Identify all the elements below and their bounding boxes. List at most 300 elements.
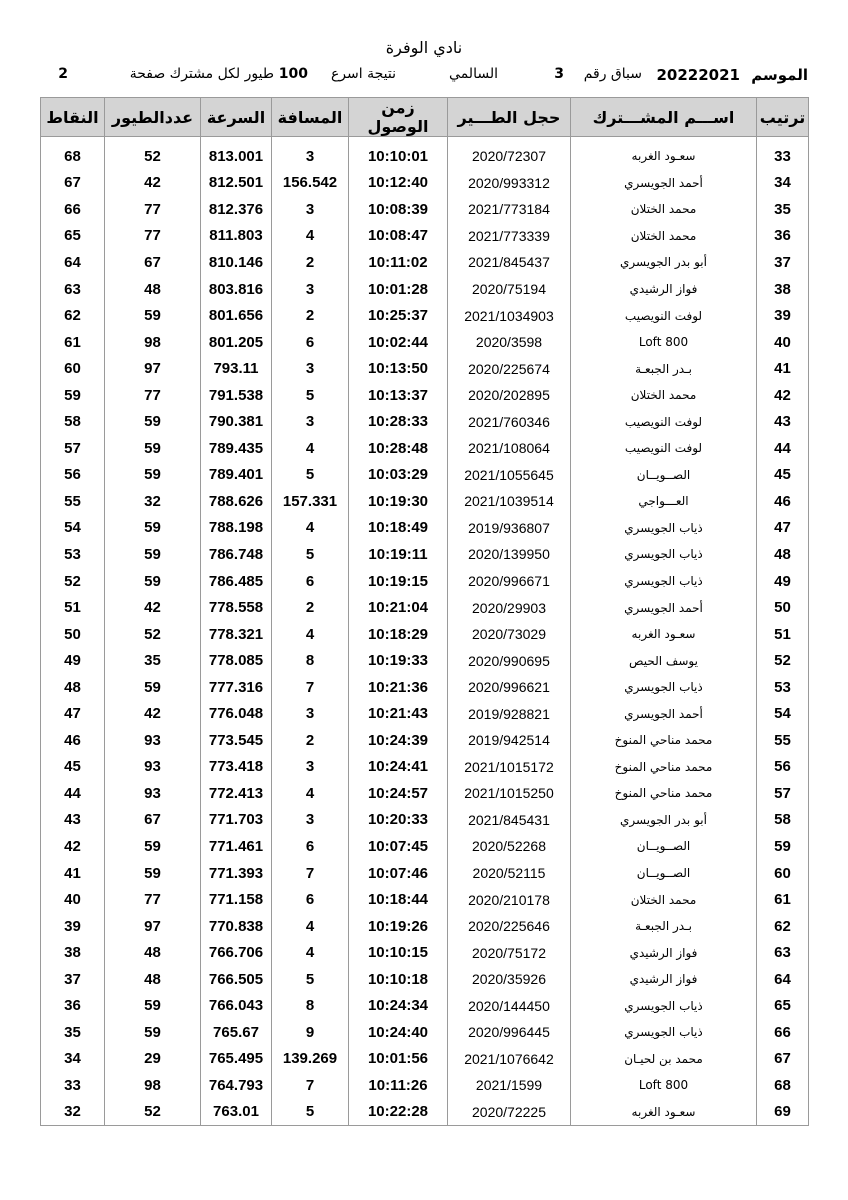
- entrant-name-cell: Loft 800: [571, 329, 757, 356]
- bird-count-cell: 97: [105, 355, 201, 382]
- ring-number-cell: 2019/942514: [448, 727, 571, 754]
- club-title: نادي الوفرة: [385, 38, 463, 57]
- bird-count-cell: 59: [105, 568, 201, 595]
- distance-cell: 2: [272, 594, 349, 621]
- entrant-name-cell: محمد الختلان: [571, 382, 757, 409]
- ring-number-cell: 2020/993312: [448, 170, 571, 197]
- points-cell: 39: [41, 913, 105, 940]
- ring-number-cell: 2020/75194: [448, 276, 571, 303]
- col-header-speed: السرعة: [201, 98, 272, 137]
- table-row: [41, 355, 809, 382]
- distance-cell: 8: [272, 993, 349, 1020]
- rank-cell: 40: [757, 329, 809, 356]
- rank-cell: 44: [757, 435, 809, 462]
- bird-count-cell: 93: [105, 727, 201, 754]
- rank-cell: 45: [757, 462, 809, 489]
- points-cell: 43: [41, 807, 105, 834]
- points-cell: 37: [41, 966, 105, 993]
- distance-cell: 157.331: [272, 488, 349, 515]
- arrival-time-cell: 10:07:45: [349, 833, 448, 860]
- points-cell: 59: [41, 382, 105, 409]
- speed-cell: 791.538: [201, 382, 272, 409]
- arrival-time-cell: 10:24:40: [349, 1019, 448, 1046]
- speed-cell: 789.401: [201, 462, 272, 489]
- table-row: [41, 1046, 809, 1073]
- points-cell: 55: [41, 488, 105, 515]
- rank-cell: 49: [757, 568, 809, 595]
- rank-cell: 68: [757, 1072, 809, 1099]
- points-cell: 48: [41, 674, 105, 701]
- bird-count-cell: 67: [105, 249, 201, 276]
- bird-count-cell: 59: [105, 860, 201, 887]
- distance-cell: 4: [272, 621, 349, 648]
- speed-cell: 766.505: [201, 966, 272, 993]
- entrant-name-cell: سعـود الغربه: [571, 621, 757, 648]
- entrant-name-cell: سعـود الغربه: [571, 143, 757, 170]
- speed-cell: 778.085: [201, 647, 272, 674]
- distance-cell: 8: [272, 647, 349, 674]
- distance-cell: 2: [272, 727, 349, 754]
- table-row: [41, 807, 809, 834]
- entrant-name-cell: ذياب الجويسري: [571, 1019, 757, 1046]
- arrival-time-cell: 10:22:28: [349, 1099, 448, 1126]
- ring-number-cell: 2020/202895: [448, 382, 571, 409]
- speed-cell: 786.485: [201, 568, 272, 595]
- distance-cell: 3: [272, 754, 349, 781]
- table-row: [41, 382, 809, 409]
- distance-cell: 6: [272, 886, 349, 913]
- arrival-time-cell: 10:13:50: [349, 355, 448, 382]
- rank-cell: 69: [757, 1099, 809, 1126]
- table-row: [41, 541, 809, 568]
- arrival-time-cell: 10:18:29: [349, 621, 448, 648]
- table-row: [41, 939, 809, 966]
- ring-number-cell: 2021/773339: [448, 223, 571, 250]
- bird-count-cell: 35: [105, 647, 201, 674]
- rank-cell: 46: [757, 488, 809, 515]
- col-header-entrant: اســـم المشـــترك: [571, 98, 757, 137]
- distance-cell: 5: [272, 966, 349, 993]
- season-value: 20222021: [656, 66, 740, 84]
- bird-count-cell: 29: [105, 1046, 201, 1073]
- race-label: سباق رقم: [583, 66, 642, 82]
- entrant-name-cell: العـــواجي: [571, 488, 757, 515]
- entrant-name-cell: يوسف الحيص: [571, 647, 757, 674]
- entrant-name-cell: محمد الختلان: [571, 196, 757, 223]
- entrant-name-cell: أحمد الجويسري: [571, 700, 757, 727]
- entrant-name-cell: أبو بدر الجويسري: [571, 807, 757, 834]
- location: السالمي: [449, 66, 498, 82]
- points-cell: 68: [41, 143, 105, 170]
- points-cell: 45: [41, 754, 105, 781]
- speed-cell: 790.381: [201, 408, 272, 435]
- speed-cell: 771.158: [201, 886, 272, 913]
- entrant-name-cell: فواز الرشيدي: [571, 276, 757, 303]
- ring-number-cell: 2020/210178: [448, 886, 571, 913]
- points-cell: 63: [41, 276, 105, 303]
- table-row: [41, 435, 809, 462]
- entrant-name-cell: ذياب الجويسري: [571, 515, 757, 542]
- ring-number-cell: 2020/72225: [448, 1099, 571, 1126]
- bird-count-cell: 98: [105, 329, 201, 356]
- result-value: 100: [278, 66, 308, 82]
- speed-cell: 771.703: [201, 807, 272, 834]
- result-label: نتيجة اسرع: [330, 66, 396, 82]
- table-row: [41, 966, 809, 993]
- bird-count-cell: 97: [105, 913, 201, 940]
- bird-count-cell: 52: [105, 143, 201, 170]
- rank-cell: 48: [757, 541, 809, 568]
- distance-cell: 9: [272, 1019, 349, 1046]
- entrant-name-cell: سعـود الغربه: [571, 1099, 757, 1126]
- arrival-time-cell: 10:13:37: [349, 382, 448, 409]
- speed-cell: 793.11: [201, 355, 272, 382]
- ring-number-cell: 2021/1015250: [448, 780, 571, 807]
- arrival-time-cell: 10:11:26: [349, 1072, 448, 1099]
- entrant-name-cell: محمد مناحي المنوخ: [571, 754, 757, 781]
- points-cell: 46: [41, 727, 105, 754]
- table-row: [41, 1099, 809, 1126]
- table-row: [41, 515, 809, 542]
- arrival-time-cell: 10:01:28: [349, 276, 448, 303]
- entrant-name-cell: لوفت النويصيب: [571, 408, 757, 435]
- ring-number-cell: 2020/52268: [448, 833, 571, 860]
- table-row: [41, 170, 809, 197]
- col-header-points: النقاط: [41, 98, 105, 137]
- rank-cell: 38: [757, 276, 809, 303]
- table-row: [41, 329, 809, 356]
- speed-cell: 765.495: [201, 1046, 272, 1073]
- speed-cell: 777.316: [201, 674, 272, 701]
- table-row: [41, 621, 809, 648]
- table-row: [41, 886, 809, 913]
- table-row: [41, 913, 809, 940]
- speed-cell: 788.626: [201, 488, 272, 515]
- points-cell: 36: [41, 993, 105, 1020]
- bird-count-cell: 59: [105, 408, 201, 435]
- points-cell: 58: [41, 408, 105, 435]
- ring-number-cell: 2020/225674: [448, 355, 571, 382]
- speed-cell: 789.435: [201, 435, 272, 462]
- distance-cell: 4: [272, 939, 349, 966]
- distance-cell: 2: [272, 249, 349, 276]
- points-cell: 47: [41, 700, 105, 727]
- points-cell: 60: [41, 355, 105, 382]
- arrival-time-cell: 10:24:34: [349, 993, 448, 1020]
- bird-count-cell: 59: [105, 541, 201, 568]
- points-cell: 66: [41, 196, 105, 223]
- distance-cell: 139.269: [272, 1046, 349, 1073]
- bird-count-cell: 77: [105, 223, 201, 250]
- entrant-name-cell: محمد مناحي المنوخ: [571, 727, 757, 754]
- table-row: [41, 594, 809, 621]
- bird-count-cell: 52: [105, 1099, 201, 1126]
- ring-number-cell: 2020/996671: [448, 568, 571, 595]
- race-value: 3: [554, 66, 564, 82]
- rank-cell: 52: [757, 647, 809, 674]
- points-cell: 67: [41, 170, 105, 197]
- ring-number-cell: 2020/72307: [448, 143, 571, 170]
- entrant-name-cell: أبو بدر الجويسري: [571, 249, 757, 276]
- bird-count-cell: 67: [105, 807, 201, 834]
- bird-count-cell: 59: [105, 515, 201, 542]
- rank-cell: 41: [757, 355, 809, 382]
- entrant-name-cell: الصــويــان: [571, 833, 757, 860]
- ring-number-cell: 2021/1034903: [448, 302, 571, 329]
- speed-cell: 803.816: [201, 276, 272, 303]
- rank-cell: 64: [757, 966, 809, 993]
- arrival-time-cell: 10:18:44: [349, 886, 448, 913]
- entrant-name-cell: محمد بن لحيـان: [571, 1046, 757, 1073]
- bird-count-cell: 48: [105, 939, 201, 966]
- arrival-time-cell: 10:07:46: [349, 860, 448, 887]
- ring-number-cell: 2021/773184: [448, 196, 571, 223]
- distance-cell: 5: [272, 382, 349, 409]
- entrant-name-cell: بـدر الجبعـة: [571, 913, 757, 940]
- arrival-time-cell: 10:19:30: [349, 488, 448, 515]
- distance-cell: 156.542: [272, 170, 349, 197]
- rank-cell: 33: [757, 143, 809, 170]
- arrival-time-cell: 10:19:11: [349, 541, 448, 568]
- rank-cell: 61: [757, 886, 809, 913]
- table-row: [41, 833, 809, 860]
- points-cell: 53: [41, 541, 105, 568]
- speed-cell: 773.545: [201, 727, 272, 754]
- table-row: [41, 780, 809, 807]
- rank-cell: 35: [757, 196, 809, 223]
- rank-cell: 34: [757, 170, 809, 197]
- ring-number-cell: 2020/73029: [448, 621, 571, 648]
- arrival-time-cell: 10:11:02: [349, 249, 448, 276]
- distance-cell: 5: [272, 1099, 349, 1126]
- arrival-time-cell: 10:19:33: [349, 647, 448, 674]
- ring-number-cell: 2021/1076642: [448, 1046, 571, 1073]
- points-cell: 32: [41, 1099, 105, 1126]
- distance-cell: 5: [272, 462, 349, 489]
- bird-count-cell: 32: [105, 488, 201, 515]
- points-cell: 64: [41, 249, 105, 276]
- distance-cell: 4: [272, 780, 349, 807]
- entrant-name-cell: بـدر الجبعـة: [571, 355, 757, 382]
- ring-number-cell: 2020/996621: [448, 674, 571, 701]
- arrival-time-cell: 10:10:18: [349, 966, 448, 993]
- rank-cell: 59: [757, 833, 809, 860]
- speed-cell: 812.376: [201, 196, 272, 223]
- page-number: 2: [58, 66, 68, 82]
- ring-number-cell: 2020/52115: [448, 860, 571, 887]
- speed-cell: 811.803: [201, 223, 272, 250]
- ring-number-cell: 2021/845431: [448, 807, 571, 834]
- rank-cell: 42: [757, 382, 809, 409]
- rank-cell: 65: [757, 993, 809, 1020]
- table-row: [41, 727, 809, 754]
- ring-number-cell: 2020/139950: [448, 541, 571, 568]
- arrival-time-cell: 10:24:39: [349, 727, 448, 754]
- distance-cell: 3: [272, 408, 349, 435]
- table-row: [41, 700, 809, 727]
- entrant-name-cell: الصــويــان: [571, 860, 757, 887]
- results-table: [40, 97, 809, 1126]
- rank-cell: 51: [757, 621, 809, 648]
- rank-cell: 54: [757, 700, 809, 727]
- table-row: [41, 674, 809, 701]
- speed-cell: 810.146: [201, 249, 272, 276]
- entrant-name-cell: ذياب الجويسري: [571, 993, 757, 1020]
- ring-number-cell: 2021/1039514: [448, 488, 571, 515]
- points-cell: 56: [41, 462, 105, 489]
- table-row: [41, 249, 809, 276]
- speed-cell: 778.558: [201, 594, 272, 621]
- table-row: [41, 1019, 809, 1046]
- distance-cell: 2: [272, 302, 349, 329]
- bird-count-cell: 59: [105, 993, 201, 1020]
- ring-number-cell: 2020/75172: [448, 939, 571, 966]
- arrival-time-cell: 10:12:40: [349, 170, 448, 197]
- ring-number-cell: 2021/845437: [448, 249, 571, 276]
- table-row: [41, 568, 809, 595]
- arrival-time-cell: 10:19:15: [349, 568, 448, 595]
- distance-cell: 3: [272, 700, 349, 727]
- bird-count-cell: 59: [105, 674, 201, 701]
- bird-count-cell: 98: [105, 1072, 201, 1099]
- distance-cell: 3: [272, 276, 349, 303]
- distance-cell: 4: [272, 435, 349, 462]
- speed-cell: 778.321: [201, 621, 272, 648]
- bird-count-cell: 77: [105, 196, 201, 223]
- rank-cell: 50: [757, 594, 809, 621]
- rank-cell: 56: [757, 754, 809, 781]
- entrant-name-cell: أحمد الجويسري: [571, 594, 757, 621]
- ring-number-cell: 2019/936807: [448, 515, 571, 542]
- table-row: [41, 408, 809, 435]
- col-header-arrival-time: زمن الوصول: [349, 98, 448, 137]
- points-cell: 61: [41, 329, 105, 356]
- distance-cell: 4: [272, 913, 349, 940]
- rank-cell: 57: [757, 780, 809, 807]
- speed-cell: 773.418: [201, 754, 272, 781]
- table-row: [41, 647, 809, 674]
- points-cell: 54: [41, 515, 105, 542]
- distance-cell: 6: [272, 833, 349, 860]
- table-row: [41, 488, 809, 515]
- table-row: [41, 993, 809, 1020]
- points-cell: 41: [41, 860, 105, 887]
- speed-cell: 771.461: [201, 833, 272, 860]
- ring-number-cell: 2021/760346: [448, 408, 571, 435]
- entrant-name-cell: لوفت النويصيب: [571, 302, 757, 329]
- rank-cell: 36: [757, 223, 809, 250]
- bird-count-cell: 42: [105, 594, 201, 621]
- entrant-name-cell: ذياب الجويسري: [571, 674, 757, 701]
- speed-cell: 770.838: [201, 913, 272, 940]
- distance-cell: 7: [272, 860, 349, 887]
- rank-cell: 66: [757, 1019, 809, 1046]
- col-header-bird-count: عددالطيور: [105, 98, 201, 137]
- table-row: [41, 276, 809, 303]
- arrival-time-cell: 10:08:47: [349, 223, 448, 250]
- rank-cell: 37: [757, 249, 809, 276]
- entrant-name-cell: محمد الختلان: [571, 223, 757, 250]
- points-cell: 35: [41, 1019, 105, 1046]
- ring-number-cell: 2020/3598: [448, 329, 571, 356]
- col-header-distance: المسافة: [272, 98, 349, 137]
- arrival-time-cell: 10:18:49: [349, 515, 448, 542]
- table-row: [41, 462, 809, 489]
- bird-count-cell: 93: [105, 780, 201, 807]
- bird-count-cell: 42: [105, 700, 201, 727]
- bird-count-cell: 48: [105, 966, 201, 993]
- race-info-line: [42, 66, 808, 92]
- arrival-time-cell: 10:25:37: [349, 302, 448, 329]
- distance-cell: 6: [272, 329, 349, 356]
- table-row: [41, 196, 809, 223]
- speed-cell: 801.656: [201, 302, 272, 329]
- bird-count-cell: 77: [105, 886, 201, 913]
- arrival-time-cell: 10:24:41: [349, 754, 448, 781]
- col-header-rank: ترتيب: [757, 98, 809, 137]
- entrant-name-cell: أحمد الجويسري: [571, 170, 757, 197]
- entrant-name-cell: ذياب الجويسري: [571, 568, 757, 595]
- entrant-name-cell: فواز الرشيدي: [571, 939, 757, 966]
- points-cell: 52: [41, 568, 105, 595]
- distance-cell: 4: [272, 515, 349, 542]
- ring-number-cell: 2020/996445: [448, 1019, 571, 1046]
- arrival-time-cell: 10:08:39: [349, 196, 448, 223]
- distance-cell: 4: [272, 223, 349, 250]
- ring-number-cell: 2021/108064: [448, 435, 571, 462]
- bird-count-cell: 59: [105, 462, 201, 489]
- entrant-name-cell: الصــويــان: [571, 462, 757, 489]
- entrant-name-cell: لوفت النويصيب: [571, 435, 757, 462]
- arrival-time-cell: 10:20:33: [349, 807, 448, 834]
- arrival-time-cell: 10:21:04: [349, 594, 448, 621]
- arrival-time-cell: 10:01:56: [349, 1046, 448, 1073]
- table-row: [41, 223, 809, 250]
- table-row: [41, 143, 809, 170]
- points-cell: 38: [41, 939, 105, 966]
- speed-cell: 766.043: [201, 993, 272, 1020]
- birds-per-entrant-label: طيور لكل مشترك صفحة: [129, 66, 274, 82]
- points-cell: 49: [41, 647, 105, 674]
- arrival-time-cell: 10:21:43: [349, 700, 448, 727]
- season-label: الموسم: [751, 66, 808, 84]
- ring-number-cell: 2020/990695: [448, 647, 571, 674]
- rank-cell: 67: [757, 1046, 809, 1073]
- entrant-name-cell: محمد الختلان: [571, 886, 757, 913]
- bird-count-cell: 48: [105, 276, 201, 303]
- bird-count-cell: 77: [105, 382, 201, 409]
- table-row: [41, 860, 809, 887]
- speed-cell: 764.793: [201, 1072, 272, 1099]
- distance-cell: 3: [272, 807, 349, 834]
- speed-cell: 813.001: [201, 143, 272, 170]
- arrival-time-cell: 10:03:29: [349, 462, 448, 489]
- points-cell: 33: [41, 1072, 105, 1099]
- ring-number-cell: 2020/144450: [448, 993, 571, 1020]
- points-cell: 62: [41, 302, 105, 329]
- ring-number-cell: 2021/1055645: [448, 462, 571, 489]
- ring-number-cell: 2020/29903: [448, 594, 571, 621]
- ring-number-cell: 2020/35926: [448, 966, 571, 993]
- bird-count-cell: 59: [105, 1019, 201, 1046]
- table-header-row: [41, 98, 809, 137]
- speed-cell: 763.01: [201, 1099, 272, 1126]
- arrival-time-cell: 10:24:57: [349, 780, 448, 807]
- arrival-time-cell: 10:10:15: [349, 939, 448, 966]
- bird-count-cell: 59: [105, 435, 201, 462]
- points-cell: 65: [41, 223, 105, 250]
- bird-count-cell: 42: [105, 170, 201, 197]
